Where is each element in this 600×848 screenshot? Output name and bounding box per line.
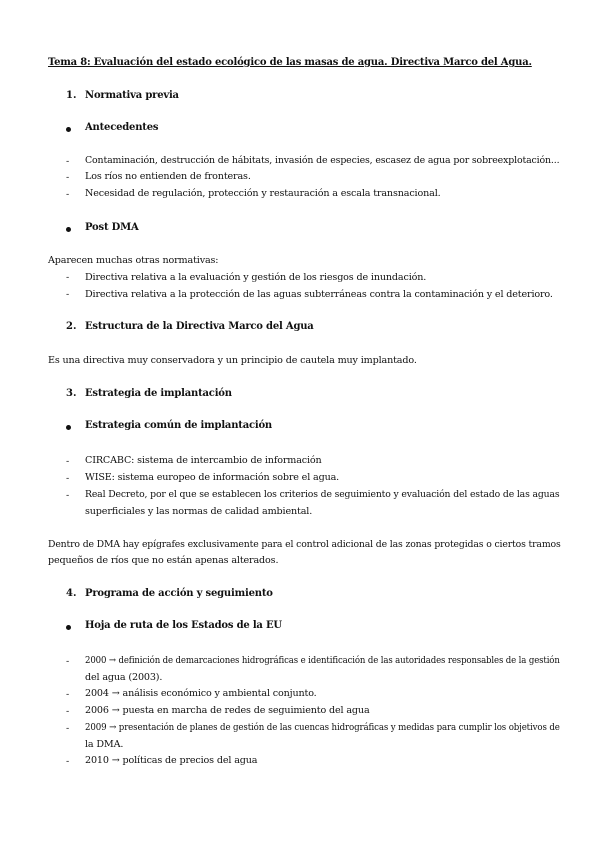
dash-icon: - <box>66 689 70 700</box>
list-item-continuation: del agua (2003). <box>85 672 163 683</box>
section-2-number: 2. <box>66 321 77 332</box>
dash-icon: - <box>66 172 70 183</box>
list-item-continuation: superficiales y las normas de calidad ambiental. <box>85 506 313 517</box>
list-item: 2004 → análisis económico y ambiental conjunto. <box>85 688 317 699</box>
list-item: Necesidad de regulación, protección y restauración a escala transnacional. <box>85 188 441 199</box>
list-item: 2010 → políticas de precios del agua <box>85 755 258 766</box>
section-3-paragraph-line: pequeños de ríos que no están apenas alterados. <box>48 555 279 566</box>
list-item: WISE: sistema europeo de información sobre el agua. <box>85 472 340 483</box>
section-2-paragraph: Es una directiva muy conservadora y un principio de cautela muy implantado. <box>48 355 417 366</box>
list-item: Los ríos no entienden de fronteras. <box>85 171 251 182</box>
list-item: 2006 → puesta en marcha de redes de seguimiento del agua <box>85 705 370 716</box>
list-item: CIRCABC: sistema de intercambio de información <box>85 455 322 466</box>
list-item-continuation: la DMA. <box>85 739 124 750</box>
dash-icon: - <box>66 156 70 167</box>
list-item: Contaminación, destrucción de hábitats, invasión de especies, escasez de agua por sobreexplotación... <box>85 155 560 166</box>
section-3-paragraph-line: Dentro de DMA hay epígrafes exclusivamente para el control adicional de las zonas protegidas o ciertos tramos <box>48 539 561 550</box>
subsection-hoja-de-ruta-heading: Hoja de ruta de los Estados de la EU <box>85 620 282 631</box>
bullet-icon <box>66 625 71 630</box>
dash-icon: - <box>66 289 70 300</box>
list-item: Directiva relativa a la evaluación y gestión de los riesgos de inundación. <box>85 272 427 283</box>
section-1-heading: Normativa previa <box>85 90 179 101</box>
section-3-heading: Estrategia de implantación <box>85 388 232 399</box>
section-3-number: 3. <box>66 388 77 399</box>
list-item: 2000 → definición de demarcaciones hidrográficas e identificación de las autoridades responsables de la gestión <box>85 655 560 666</box>
dash-icon: - <box>66 656 70 667</box>
subsection-post-dma-heading: Post DMA <box>85 222 139 233</box>
bullet-icon <box>66 425 71 430</box>
dash-icon: - <box>66 189 70 200</box>
bullet-icon <box>66 227 71 232</box>
section-4-number: 4. <box>66 588 77 599</box>
dash-icon: - <box>66 723 70 734</box>
section-1-number: 1. <box>66 90 77 101</box>
subsection-estrategia-comun-heading: Estrategia común de implantación <box>85 420 272 431</box>
bullet-icon <box>66 127 71 132</box>
dash-icon: - <box>66 756 70 767</box>
section-4-heading: Programa de acción y seguimiento <box>85 588 273 599</box>
dash-icon: - <box>66 456 70 467</box>
document-title: Tema 8: Evaluación del estado ecológico de las masas de agua. Directiva Marco del Agua. <box>48 57 532 68</box>
dash-icon: - <box>66 706 70 717</box>
post-dma-intro: Aparecen muchas otras normativas: <box>48 255 219 266</box>
dash-icon: - <box>66 272 70 283</box>
section-2-heading: Estructura de la Directiva Marco del Agua <box>85 321 314 332</box>
dash-icon: - <box>66 490 70 501</box>
dash-icon: - <box>66 473 70 484</box>
list-item: Real Decreto, por el que se establecen los criterios de seguimiento y evaluación del estado de las aguas <box>85 489 560 500</box>
subsection-antecedentes-heading: Antecedentes <box>85 122 159 133</box>
list-item: 2009 → presentación de planes de gestión de las cuencas hidrográficas y medidas para cumplir los objetivos de <box>85 722 560 733</box>
list-item: Directiva relativa a la protección de las aguas subterráneas contra la contaminación y el deterioro. <box>85 289 553 300</box>
